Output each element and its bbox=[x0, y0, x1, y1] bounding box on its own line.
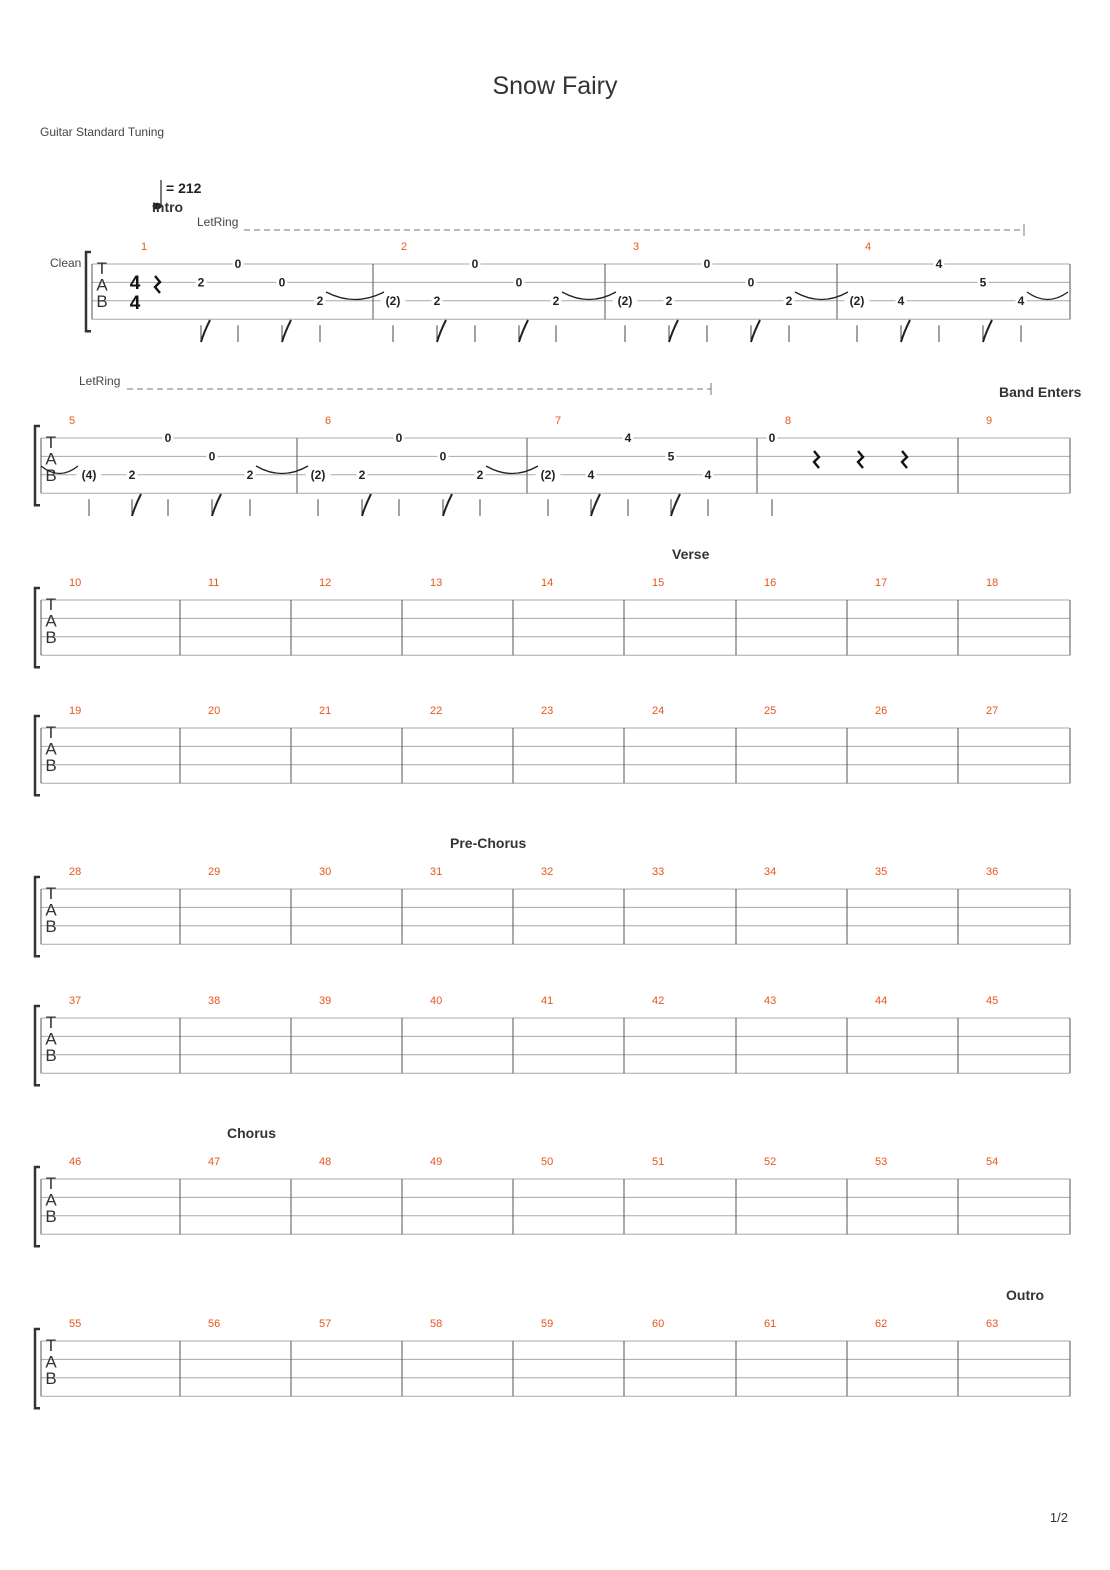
fret-number: 4 bbox=[704, 467, 712, 482]
eighth-flag bbox=[901, 320, 910, 342]
eighth-flag bbox=[201, 320, 210, 342]
tab-clef-letter: B bbox=[96, 292, 108, 311]
measure-number: 5 bbox=[69, 415, 76, 427]
measure-number: 25 bbox=[764, 705, 777, 717]
section-pre-chorus: Pre-Chorus bbox=[450, 835, 527, 851]
fret-number: 4 bbox=[897, 293, 905, 308]
instrument-name: Clean bbox=[50, 256, 82, 270]
measure-number: 41 bbox=[541, 995, 554, 1007]
fret-number: 2 bbox=[246, 467, 254, 482]
tie-arc bbox=[256, 466, 308, 474]
system-bracket bbox=[35, 1329, 40, 1408]
measure-number: 60 bbox=[652, 1318, 665, 1330]
system-bracket bbox=[35, 1006, 40, 1085]
measure-number: 61 bbox=[764, 1318, 777, 1330]
eighth-flag bbox=[591, 494, 600, 516]
fret-number: (4) bbox=[81, 467, 97, 482]
measure-number: 1 bbox=[141, 241, 148, 253]
tab-clef-letter: A bbox=[45, 739, 57, 759]
fret-number: 5 bbox=[667, 449, 675, 464]
measure-number: 51 bbox=[652, 1156, 665, 1168]
eighth-flag bbox=[362, 494, 371, 516]
song-title: Snow Fairy bbox=[492, 72, 618, 100]
tab-clef-letter: B bbox=[45, 1207, 57, 1226]
measure-number: 50 bbox=[541, 1156, 554, 1168]
measure-number: 49 bbox=[430, 1156, 443, 1168]
measure-number: 56 bbox=[208, 1318, 221, 1330]
system-bracket bbox=[86, 252, 91, 331]
measure-number: 6 bbox=[325, 415, 332, 427]
fret-number: 2 bbox=[476, 467, 484, 482]
let-ring-label-2: LetRing bbox=[79, 374, 121, 388]
measure-number: 46 bbox=[69, 1156, 82, 1168]
fret-number: 0 bbox=[747, 275, 755, 290]
tab-clef-letter: A bbox=[45, 611, 57, 631]
tie-arc bbox=[795, 292, 848, 300]
eighth-flag bbox=[671, 494, 680, 516]
measure-number: 11 bbox=[208, 577, 220, 589]
let-ring-label-1: LetRing bbox=[197, 215, 239, 229]
measure-number: 30 bbox=[319, 866, 332, 878]
tab-clef-letter: A bbox=[45, 900, 57, 920]
tab-clef-letter: A bbox=[45, 1190, 57, 1210]
tab-clef-letter: T bbox=[45, 723, 57, 742]
fret-number: 4 bbox=[935, 257, 943, 271]
measure-number: 58 bbox=[430, 1318, 443, 1330]
measure-number: 4 bbox=[865, 241, 872, 253]
tab-clef-letter: A bbox=[45, 1352, 57, 1372]
fret-number: 0 bbox=[395, 431, 403, 445]
eighth-flag bbox=[669, 320, 678, 342]
eighth-flag bbox=[212, 494, 221, 516]
measure-number: 14 bbox=[541, 577, 554, 589]
measure-number: 36 bbox=[986, 866, 999, 878]
measure-number: 16 bbox=[764, 577, 777, 589]
fret-number: 0 bbox=[703, 257, 711, 271]
measure-number: 22 bbox=[430, 705, 443, 717]
tie-arc bbox=[1027, 292, 1068, 300]
measure-number: 20 bbox=[208, 705, 221, 717]
tie-arc bbox=[326, 292, 384, 300]
measure-number: 59 bbox=[541, 1318, 554, 1330]
measure-number: 27 bbox=[986, 705, 999, 717]
page-number: 1/2 bbox=[1049, 1510, 1068, 1525]
measure-number: 13 bbox=[430, 577, 443, 589]
tie-arc bbox=[562, 292, 616, 300]
measure-number: 39 bbox=[319, 995, 332, 1007]
eighth-flag bbox=[519, 320, 528, 342]
fret-number: (2) bbox=[617, 293, 633, 308]
fret-number: 2 bbox=[316, 293, 324, 308]
time-signature-top: 4 bbox=[129, 273, 141, 294]
measure-number: 43 bbox=[764, 995, 777, 1007]
fret-number: 5 bbox=[979, 275, 987, 290]
eighth-flag bbox=[437, 320, 446, 342]
section-chorus: Chorus bbox=[227, 1125, 276, 1141]
fret-number: 0 bbox=[439, 449, 447, 464]
measure-number: 32 bbox=[541, 866, 554, 878]
measure-number: 23 bbox=[541, 705, 554, 717]
fret-number: 4 bbox=[587, 467, 595, 482]
measure-number: 26 bbox=[875, 705, 888, 717]
eighth-flag bbox=[443, 494, 452, 516]
tab-clef-letter: T bbox=[45, 433, 57, 452]
measure-number: 62 bbox=[875, 1318, 888, 1330]
tempo-marking: = 212 bbox=[166, 180, 202, 196]
eighth-flag bbox=[282, 320, 291, 342]
fret-number: 0 bbox=[234, 257, 242, 271]
fret-number: 0 bbox=[208, 449, 216, 464]
fret-number: (2) bbox=[849, 293, 865, 308]
fret-number: 0 bbox=[471, 257, 479, 271]
tab-clef-letter: B bbox=[45, 628, 57, 647]
tab-clef-letter: B bbox=[45, 1046, 57, 1065]
fret-number: 0 bbox=[164, 431, 172, 445]
tab-clef-letter: T bbox=[45, 1174, 57, 1193]
quarter-rest bbox=[814, 451, 819, 468]
measure-number: 10 bbox=[69, 577, 82, 589]
measure-number: 37 bbox=[69, 995, 82, 1007]
measure-number: 19 bbox=[69, 705, 82, 717]
measure-number: 54 bbox=[986, 1156, 999, 1168]
fret-number: (2) bbox=[310, 467, 326, 482]
measure-number: 28 bbox=[69, 866, 82, 878]
section-verse: Verse bbox=[672, 546, 710, 562]
eighth-flag bbox=[983, 320, 992, 342]
tab-clef-letter: T bbox=[45, 1013, 57, 1032]
measure-number: 44 bbox=[875, 995, 888, 1007]
system-bracket bbox=[35, 588, 40, 667]
measure-number: 2 bbox=[401, 241, 408, 253]
measure-number: 18 bbox=[986, 577, 999, 589]
tab-clef-letter: B bbox=[45, 466, 57, 485]
fret-number: 2 bbox=[433, 293, 441, 308]
fret-number: (2) bbox=[385, 293, 401, 308]
system-bracket bbox=[35, 426, 40, 505]
measure-number: 35 bbox=[875, 866, 888, 878]
fret-number: 2 bbox=[128, 467, 136, 482]
tab-clef-letter: B bbox=[45, 756, 57, 775]
tab-clef-letter: T bbox=[45, 1336, 57, 1355]
fret-number: 2 bbox=[358, 467, 366, 482]
quarter-rest bbox=[902, 451, 907, 468]
section-outro: Outro bbox=[1006, 1287, 1045, 1303]
measure-number: 57 bbox=[319, 1318, 332, 1330]
measure-number: 31 bbox=[430, 866, 443, 878]
tuning-label: Guitar Standard Tuning bbox=[40, 125, 165, 139]
measure-number: 42 bbox=[652, 995, 665, 1007]
measure-number: 29 bbox=[208, 866, 221, 878]
time-signature-bottom: 4 bbox=[129, 293, 141, 314]
quarter-rest bbox=[155, 276, 160, 293]
fret-number: 2 bbox=[552, 293, 560, 308]
tab-clef-letter: B bbox=[45, 1369, 57, 1388]
measure-number: 24 bbox=[652, 705, 665, 717]
tab-clef-letter: A bbox=[45, 449, 57, 469]
measure-number: 8 bbox=[785, 415, 792, 427]
fret-number: 0 bbox=[768, 431, 776, 445]
measure-number: 7 bbox=[555, 415, 562, 427]
tie-arc bbox=[486, 466, 538, 474]
fret-number: 2 bbox=[197, 275, 205, 290]
fret-number: 0 bbox=[278, 275, 286, 290]
fret-number: (2) bbox=[540, 467, 556, 482]
measure-number: 3 bbox=[633, 241, 640, 253]
fret-number: 4 bbox=[1017, 293, 1025, 308]
measure-number: 17 bbox=[875, 577, 888, 589]
quarter-rest bbox=[858, 451, 863, 468]
measure-number: 47 bbox=[208, 1156, 221, 1168]
fret-number: 4 bbox=[624, 431, 632, 445]
measure-number: 21 bbox=[319, 705, 332, 717]
measure-number: 38 bbox=[208, 995, 221, 1007]
system-bracket bbox=[35, 716, 40, 795]
eighth-flag bbox=[751, 320, 760, 342]
tab-clef-letter: T bbox=[96, 259, 108, 278]
measure-number: 48 bbox=[319, 1156, 332, 1168]
tab-clef-letter: T bbox=[45, 595, 57, 614]
measure-number: 52 bbox=[764, 1156, 777, 1168]
tab-clef-letter: B bbox=[45, 917, 57, 936]
system-bracket bbox=[35, 877, 40, 956]
tab-clef-letter: A bbox=[96, 275, 108, 295]
fret-number: 0 bbox=[515, 275, 523, 290]
section-intro: Intro bbox=[152, 199, 184, 215]
fret-number: 2 bbox=[665, 293, 673, 308]
measure-number: 12 bbox=[319, 577, 332, 589]
tab-clef-letter: A bbox=[45, 1029, 57, 1049]
measure-number: 15 bbox=[652, 577, 665, 589]
measure-number: 33 bbox=[652, 866, 665, 878]
measure-number: 9 bbox=[986, 415, 993, 427]
system-bracket bbox=[35, 1167, 40, 1246]
measure-number: 45 bbox=[986, 995, 999, 1007]
measure-number: 55 bbox=[69, 1318, 82, 1330]
section-band-enters: Band Enters bbox=[999, 384, 1082, 400]
measure-number: 63 bbox=[986, 1318, 999, 1330]
measure-number: 40 bbox=[430, 995, 443, 1007]
eighth-flag bbox=[132, 494, 141, 516]
measure-number: 34 bbox=[764, 866, 777, 878]
measure-number: 53 bbox=[875, 1156, 888, 1168]
fret-number: 2 bbox=[785, 293, 793, 308]
tab-clef-letter: T bbox=[45, 884, 57, 903]
